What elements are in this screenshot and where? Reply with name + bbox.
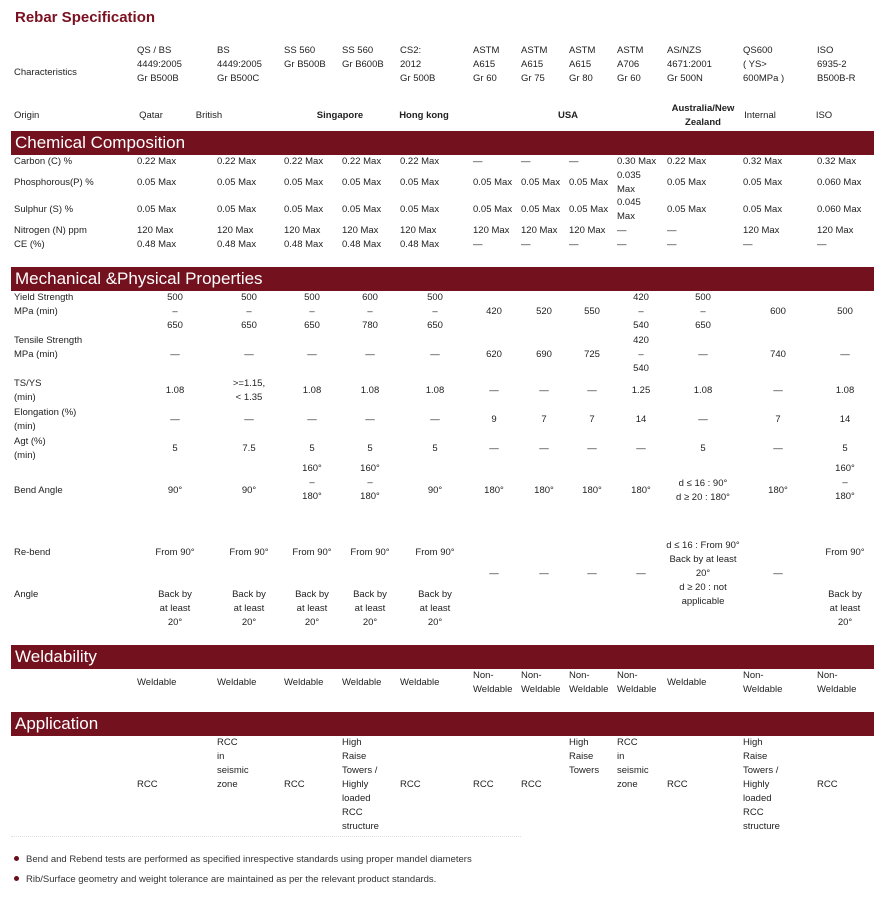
- bend-value: d ≤ 16 : 90° d ≥ 20 : 180°: [676, 478, 730, 503]
- carbon-value: 0.22 Max: [284, 156, 324, 167]
- ce-value: 0.48 Max: [217, 239, 257, 250]
- application-value: High Raise Towers / Highly loaded RCC structure: [743, 737, 780, 832]
- sulphur-value: 0.05 Max: [137, 204, 177, 215]
- yield-value: 420: [486, 306, 502, 317]
- sulphur-value: 0.045 Max: [617, 197, 641, 222]
- sulphur-label: Sulphur (S) %: [14, 204, 74, 215]
- carbon-label: Carbon (C) %: [14, 156, 73, 167]
- section-mechanical-properties: Mechanical &Physical Properties: [11, 267, 874, 291]
- page-title: Rebar Specification: [15, 9, 156, 26]
- tensile-value: 725: [584, 349, 600, 360]
- sulphur-value: 0.05 Max: [569, 204, 609, 215]
- elongation-value: —: [698, 414, 708, 425]
- phosphorous-value: 0.035 Max: [617, 170, 641, 195]
- application-value: High Raise Towers: [569, 737, 600, 776]
- rebend-value: From 90° Back by at least 20°: [350, 547, 390, 628]
- rebend-value: —: [773, 568, 783, 579]
- sulphur-value: 0.05 Max: [342, 204, 382, 215]
- standard-header: QS / BS 4449:2005 Gr B500B: [137, 45, 182, 84]
- carbon-value: —: [521, 156, 531, 167]
- standard-header: SS 560 Gr B500B: [284, 45, 326, 70]
- agt-value: 5: [172, 443, 178, 454]
- agt-label: Agt (%) (min): [14, 436, 46, 461]
- tsys-value: 1.08: [360, 385, 380, 396]
- phosphorous-label: Phosphorous(P) %: [14, 177, 94, 188]
- weldability-value: Weldable: [217, 677, 257, 688]
- sulphur-value: 0.05 Max: [284, 204, 324, 215]
- weldability-value: Weldable: [400, 677, 440, 688]
- carbon-value: 0.22 Max: [342, 156, 382, 167]
- origin-cell: USA: [557, 110, 579, 121]
- agt-value: 5: [842, 443, 848, 454]
- elongation-value: —: [307, 414, 317, 425]
- ce-value: —: [569, 239, 579, 250]
- tsys-value: —: [489, 385, 499, 396]
- nitrogen-label: Nitrogen (N) ppm: [14, 225, 87, 236]
- weldability-value: Non- Weldable: [743, 670, 783, 695]
- weldability-value: Weldable: [284, 677, 324, 688]
- sulphur-value: 0.05 Max: [521, 204, 561, 215]
- carbon-value: 0.32 Max: [743, 156, 783, 167]
- note-item: [14, 854, 472, 865]
- weldability-value: Non- Weldable: [817, 670, 857, 695]
- bend-value: 160° – 180°: [360, 463, 380, 502]
- divider: [11, 836, 521, 837]
- origin-cell: Hong kong: [399, 110, 449, 121]
- section-application: Application: [11, 712, 874, 736]
- tensile-value: —: [170, 349, 180, 360]
- carbon-value: —: [569, 156, 579, 167]
- tsys-value: —: [587, 385, 597, 396]
- phosphorous-value: 0.05 Max: [569, 177, 609, 188]
- weldability-value: Weldable: [342, 677, 382, 688]
- tensile-value: —: [244, 349, 254, 360]
- tensile-value: —: [698, 349, 708, 360]
- bullet-icon: [14, 856, 19, 861]
- bend-value: 160° – 180°: [835, 463, 855, 502]
- nitrogen-value: —: [667, 225, 677, 236]
- rebend-value: —: [489, 568, 499, 579]
- application-value: High Raise Towers / Highly loaded RCC structure: [342, 737, 379, 832]
- rebend-value: From 90° Back by at least 20°: [229, 547, 269, 628]
- origin-cell: Qatar: [139, 110, 163, 121]
- carbon-value: 0.22 Max: [137, 156, 177, 167]
- elongation-value: —: [170, 414, 180, 425]
- section-weldability: Weldability: [11, 645, 874, 669]
- sulphur-value: 0.05 Max: [743, 204, 783, 215]
- tsys-value: 1.08: [835, 385, 855, 396]
- standard-header: AS/NZS 4671:2001 Gr 500N: [667, 45, 712, 84]
- tsys-value: 1.08: [425, 385, 445, 396]
- elongation-value: 7: [589, 414, 595, 425]
- agt-value: —: [773, 443, 783, 454]
- origin-cell: Singapore: [316, 110, 364, 121]
- standard-header: ASTM A615 Gr 60: [473, 45, 500, 84]
- nitrogen-value: 120 Max: [400, 225, 437, 236]
- tensile-value: —: [307, 349, 317, 360]
- yield-value: 500 – 650: [427, 292, 443, 331]
- application-value: RCC in seismic zone: [217, 737, 249, 790]
- yield-value: 500 – 650: [167, 292, 183, 331]
- note-text: Rib/Surface geometry and weight tolerance are maintained as per the relevant product standards.: [26, 874, 437, 885]
- yield-value: 550: [584, 306, 600, 317]
- phosphorous-value: 0.05 Max: [667, 177, 707, 188]
- agt-value: —: [587, 443, 597, 454]
- weldability-value: Non- Weldable: [569, 670, 609, 695]
- ce-value: 0.48 Max: [342, 239, 382, 250]
- nitrogen-value: 120 Max: [284, 225, 321, 236]
- section-chemical-composition: Chemical Composition: [11, 131, 874, 155]
- sulphur-value: 0.05 Max: [473, 204, 513, 215]
- elongation-value: 14: [839, 414, 851, 425]
- rebend-value: From 90° Back by at least 20°: [415, 547, 455, 628]
- standard-header: BS 4449:2005 Gr B500C: [217, 45, 262, 84]
- ce-value: —: [817, 239, 827, 250]
- tensile-value: 690: [536, 349, 552, 360]
- rebend-value: —: [539, 568, 549, 579]
- yield-value: 600: [770, 306, 786, 317]
- origin-cell: Internal: [744, 110, 776, 121]
- ce-value: —: [473, 239, 483, 250]
- tensile-value: 620: [486, 349, 502, 360]
- tsys-value: >=1.15, < 1.35: [232, 378, 266, 403]
- yield-label: Yield Strength MPa (min): [14, 292, 74, 317]
- origin-cell: ISO: [815, 110, 833, 121]
- bend-value: 90°: [427, 485, 443, 496]
- bend-value: 180°: [582, 485, 602, 496]
- phosphorous-value: 0.05 Max: [743, 177, 783, 188]
- bullet-icon: [14, 876, 19, 881]
- tensile-value: —: [365, 349, 375, 360]
- carbon-value: 0.22 Max: [400, 156, 440, 167]
- agt-value: —: [636, 443, 646, 454]
- ce-value: —: [617, 239, 627, 250]
- bend-value: 90°: [167, 485, 183, 496]
- tensile-value: 740: [770, 349, 786, 360]
- agt-value: 5: [432, 443, 438, 454]
- nitrogen-value: 120 Max: [521, 225, 558, 236]
- ce-label: CE (%): [14, 239, 45, 250]
- sulphur-value: 0.05 Max: [400, 204, 440, 215]
- standard-header: CS2: 2012 Gr 500B: [400, 45, 436, 84]
- note-text: Bend and Rebend tests are performed as specified inrespective standards using proper mandel diameters: [26, 854, 472, 865]
- carbon-value: 0.22 Max: [667, 156, 707, 167]
- rebend-value: From 90° Back by at least 20°: [155, 547, 195, 628]
- elongation-value: —: [365, 414, 375, 425]
- yield-value: 420 – 540: [633, 292, 649, 331]
- phosphorous-value: 0.05 Max: [137, 177, 177, 188]
- elongation-value: 9: [491, 414, 497, 425]
- angle-label: Angle: [14, 589, 39, 600]
- phosphorous-value: 0.05 Max: [217, 177, 257, 188]
- yield-value: 600 – 780: [362, 292, 378, 331]
- rebend-value: From 90° Back by at least 20°: [292, 547, 332, 628]
- tensile-label: Tensile Strength MPa (min): [14, 335, 83, 360]
- origin-cell: Australia/New Zealand: [671, 103, 735, 128]
- characteristics-label: Characteristics: [14, 67, 77, 78]
- bend-value: 180°: [534, 485, 554, 496]
- agt-value: 5: [700, 443, 706, 454]
- carbon-value: —: [473, 156, 483, 167]
- tsys-value: —: [773, 385, 783, 396]
- ce-value: —: [521, 239, 531, 250]
- sulphur-value: 0.060 Max: [817, 204, 862, 215]
- application-value: RCC: [400, 779, 421, 790]
- tsys-value: —: [539, 385, 549, 396]
- nitrogen-value: 120 Max: [569, 225, 606, 236]
- application-value: RCC: [817, 779, 838, 790]
- tsys-value: 1.08: [165, 385, 185, 396]
- bend-value: 180°: [484, 485, 504, 496]
- weldability-value: Weldable: [137, 677, 177, 688]
- tsys-value: 1.08: [693, 385, 713, 396]
- nitrogen-value: 120 Max: [473, 225, 510, 236]
- phosphorous-value: 0.05 Max: [284, 177, 324, 188]
- ce-value: 0.48 Max: [400, 239, 440, 250]
- nitrogen-value: 120 Max: [817, 225, 854, 236]
- bend-value: 180°: [768, 485, 788, 496]
- tsys-label: TS/YS (min): [14, 378, 42, 403]
- agt-value: 7.5: [242, 443, 256, 454]
- note-item: [14, 874, 436, 885]
- application-value: RCC: [473, 779, 494, 790]
- nitrogen-value: 120 Max: [137, 225, 174, 236]
- agt-value: 5: [367, 443, 373, 454]
- agt-value: —: [539, 443, 549, 454]
- weldability-value: Non- Weldable: [521, 670, 561, 695]
- tensile-value: —: [430, 349, 440, 360]
- ce-value: —: [667, 239, 677, 250]
- phosphorous-value: 0.05 Max: [521, 177, 561, 188]
- phosphorous-value: 0.060 Max: [817, 177, 862, 188]
- standard-header: ISO 6935-2 B500B-R: [817, 45, 856, 84]
- rebend-label: Re-bend: [14, 547, 51, 558]
- origin-cell: British: [195, 110, 223, 121]
- bend-value: 180°: [631, 485, 651, 496]
- phosphorous-value: 0.05 Max: [342, 177, 382, 188]
- rebend-value: —: [636, 568, 646, 579]
- tensile-value: 420 – 540: [633, 335, 649, 374]
- standard-header: ASTM A706 Gr 60: [617, 45, 644, 84]
- phosphorous-value: 0.05 Max: [400, 177, 440, 188]
- application-value: RCC: [667, 779, 688, 790]
- origin-label: Origin: [14, 110, 40, 121]
- rebend-value: —: [587, 568, 597, 579]
- nitrogen-value: —: [617, 225, 627, 236]
- nitrogen-value: 120 Max: [217, 225, 254, 236]
- elongation-value: —: [244, 414, 254, 425]
- yield-value: 500 – 650: [304, 292, 320, 331]
- elongation-value: 7: [541, 414, 547, 425]
- yield-value: 500 – 650: [241, 292, 257, 331]
- standard-header: SS 560 Gr B600B: [342, 45, 384, 70]
- application-value: RCC in seismic zone: [617, 737, 649, 790]
- bend-label: Bend Angle: [14, 485, 63, 496]
- tensile-value: —: [840, 349, 850, 360]
- yield-value: 500 – 650: [695, 292, 711, 331]
- carbon-value: 0.32 Max: [817, 156, 857, 167]
- standard-header: ASTM A615 Gr 80: [569, 45, 596, 84]
- tsys-value: 1.25: [631, 385, 651, 396]
- application-value: RCC: [521, 779, 542, 790]
- standard-header: ASTM A615 Gr 75: [521, 45, 548, 84]
- ce-value: 0.48 Max: [137, 239, 177, 250]
- rebend-value: d ≤ 16 : From 90° Back by at least 20° d ≥ 20 : not applicable: [666, 540, 740, 607]
- phosphorous-value: 0.05 Max: [473, 177, 513, 188]
- carbon-value: 0.22 Max: [217, 156, 257, 167]
- weldability-value: Non- Weldable: [617, 670, 657, 695]
- nitrogen-value: 120 Max: [743, 225, 780, 236]
- bend-value: 90°: [241, 485, 257, 496]
- nitrogen-value: 120 Max: [342, 225, 379, 236]
- weldability-value: Weldable: [667, 677, 707, 688]
- agt-value: —: [489, 443, 499, 454]
- elongation-value: 14: [635, 414, 647, 425]
- elongation-value: 7: [775, 414, 781, 425]
- ce-value: 0.48 Max: [284, 239, 324, 250]
- rebend-value: From 90° Back by at least 20°: [825, 547, 865, 628]
- application-value: RCC: [137, 779, 158, 790]
- tsys-value: 1.08: [302, 385, 322, 396]
- sulphur-value: 0.05 Max: [217, 204, 257, 215]
- elongation-label: Elongation (%) (min): [14, 407, 77, 432]
- ce-value: —: [743, 239, 753, 250]
- weldability-value: Non- Weldable: [473, 670, 513, 695]
- agt-value: 5: [309, 443, 315, 454]
- sulphur-value: 0.05 Max: [667, 204, 707, 215]
- standard-header: QS600 ( YS> 600MPa ): [743, 45, 785, 84]
- yield-value: 500: [837, 306, 853, 317]
- elongation-value: —: [430, 414, 440, 425]
- carbon-value: 0.30 Max: [617, 156, 657, 167]
- yield-value: 520: [536, 306, 552, 317]
- bend-value: 160° – 180°: [302, 463, 322, 502]
- application-value: RCC: [284, 779, 305, 790]
